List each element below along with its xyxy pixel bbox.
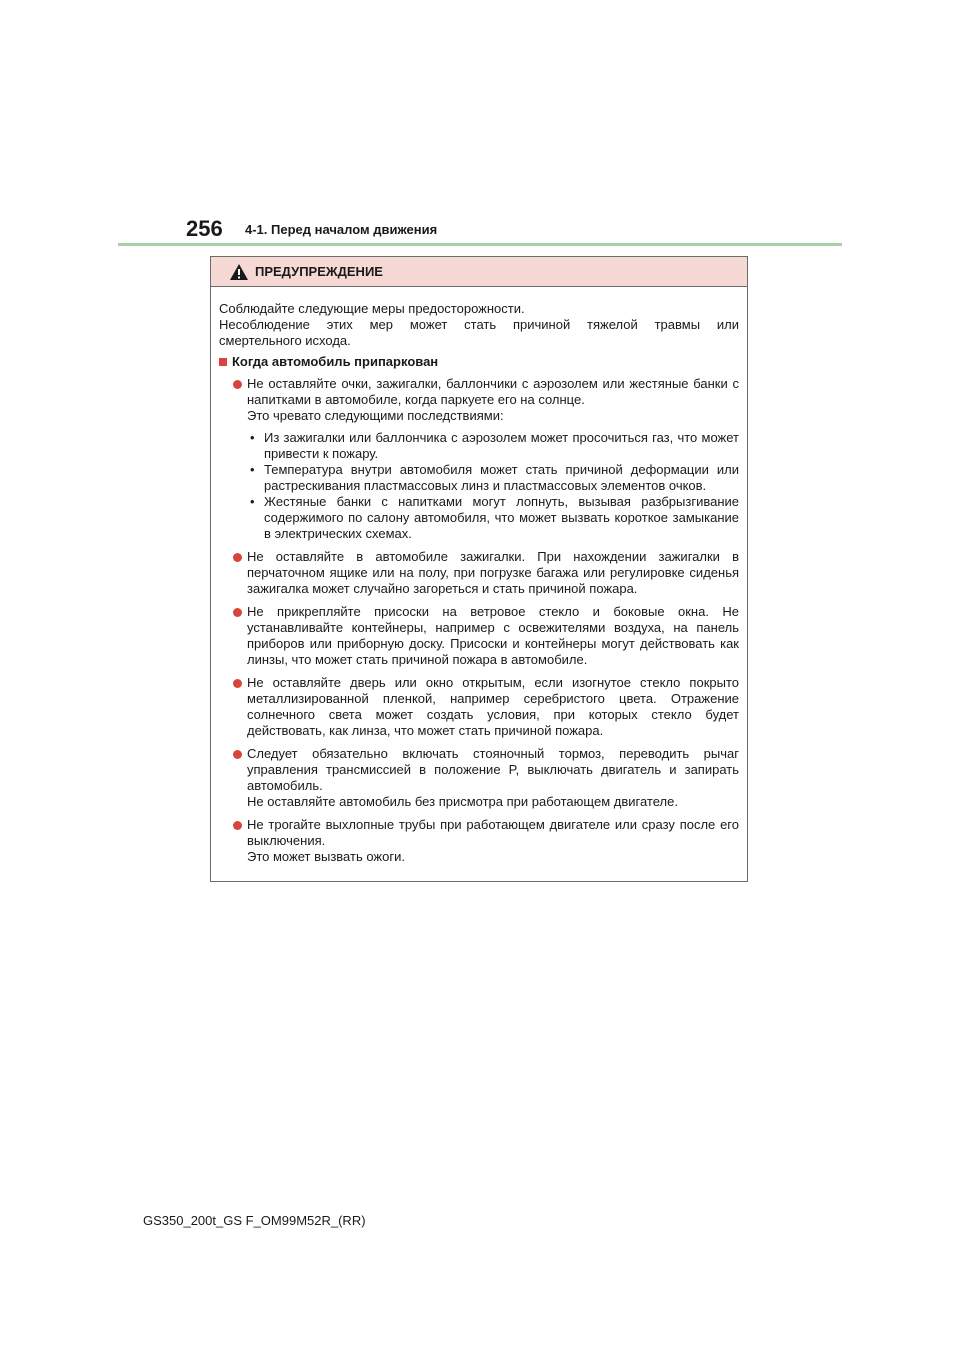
list-item xyxy=(219,817,739,865)
sub-bullet-item: • Температура внутри автомобиля может стать причиной деформации или растрескивания пластмассовых линз и пластмассовых элементов очков. xyxy=(250,462,739,493)
item-text: Не оставляйте в автомобиле зажигалки. При нахождении зажигалки в перчаточном ящике или на полу, при погрузке багажа или регулировке сиденья зажигалка может случайно загореться и стать причиной пожара. xyxy=(247,549,739,596)
footer-doc-code: GS350_200t_GS F_OM99M52R_(RR) xyxy=(143,1213,366,1228)
list-item xyxy=(219,675,739,739)
bullet-dot-icon xyxy=(233,608,242,617)
bullet-dot-icon xyxy=(233,380,242,389)
item-text: Не оставляйте дверь или окно открытым, если изогнутое стекло покрыто металлизированной пленкой, например серебристого цвета. Отражение солнечного света может создать условия, при которых стекло будет действовать, как линза, что может стать причиной пожара. xyxy=(247,675,739,738)
list-item xyxy=(219,604,739,668)
bullet-dot-icon xyxy=(233,679,242,688)
sub-bullet-text: Жестяные банки с напитками могут лопнуть, вызывая разбрызгивание содержимого по салону автомобиля, что может вызвать короткое замыкание в электрических схемах. xyxy=(264,494,739,541)
intro-line-2: Несоблюдение этих мер может стать причиной тяжелой травмы или xyxy=(219,317,739,332)
sub-bullet-list xyxy=(247,430,739,542)
warning-body xyxy=(211,287,747,865)
list-item xyxy=(219,376,739,542)
sub-bullet-text: Из зажигалки или баллончика с аэрозолем может просочиться газ, что может привести к пожару. xyxy=(264,430,739,461)
warning-title: ПРЕДУПРЕЖДЕНИЕ xyxy=(255,264,383,279)
list-item xyxy=(219,549,739,597)
intro-line-3: смертельного исхода. xyxy=(219,333,351,348)
warning-triangle-icon xyxy=(229,263,249,281)
sub-bullet-item: • Из зажигалки или баллончика с аэрозолем может просочиться газ, что может привести к пожару. xyxy=(250,430,739,461)
bullet-dot-icon xyxy=(233,750,242,759)
bullet-dot-icon xyxy=(233,821,242,830)
section-title: 4-1. Перед началом движения xyxy=(245,222,438,237)
sub-bullet-item: • Жестяные банки с напитками могут лопнуть, вызывая разбрызгивание содержимого по салону автомобиля, что может вызвать короткое замыкание в электрических схемах. xyxy=(250,494,739,541)
item-extra: Не оставляйте автомобиль без присмотра при работающем двигателе. xyxy=(247,794,678,809)
warning-intro xyxy=(219,301,739,349)
list-item xyxy=(219,746,739,810)
item-text: Не прикрепляйте присоски на ветровое стекло и боковые окна. Не устанавливайте контейнеры, например с освежителями воздуха, на панель приборов или приборную доску. Присоски и контейнеры могут действовать как линзы, что может стать причиной пожара в автомобиле. xyxy=(247,604,739,667)
intro-line-1: Соблюдайте следующие меры предосторожности. xyxy=(219,301,525,316)
item-consequence: Это чревато следующими последствиями: xyxy=(247,408,504,423)
square-bullet-icon xyxy=(219,358,227,366)
item-text: Следует обязательно включать стояночный тормоз, переводить рычаг управления трансмиссией в положение P, выключать двигатель и запирать автомобиль. xyxy=(247,746,739,793)
item-extra: Это может вызвать ожоги. xyxy=(247,849,405,864)
header-rule xyxy=(118,243,842,246)
page-number: 256 xyxy=(186,216,223,241)
item-text: Не трогайте выхлопные трубы при работающем двигателе или сразу после его выключения. xyxy=(247,817,739,848)
subheading-text: Когда автомобиль припаркован xyxy=(232,354,439,369)
bullet-dot-icon xyxy=(233,553,242,562)
warning-box xyxy=(210,256,748,882)
warning-header xyxy=(211,257,747,287)
item-text: Не оставляйте очки, зажигалки, баллончики с аэрозолем или жестяные банки с напитками в автомобиле, когда паркуете его на солнце. xyxy=(247,376,739,407)
sub-bullet-text: Температура внутри автомобиля может стать причиной деформации или растрескивания пластмассовых линз и пластмассовых элементов очков. xyxy=(264,462,739,493)
subheading xyxy=(219,354,739,370)
